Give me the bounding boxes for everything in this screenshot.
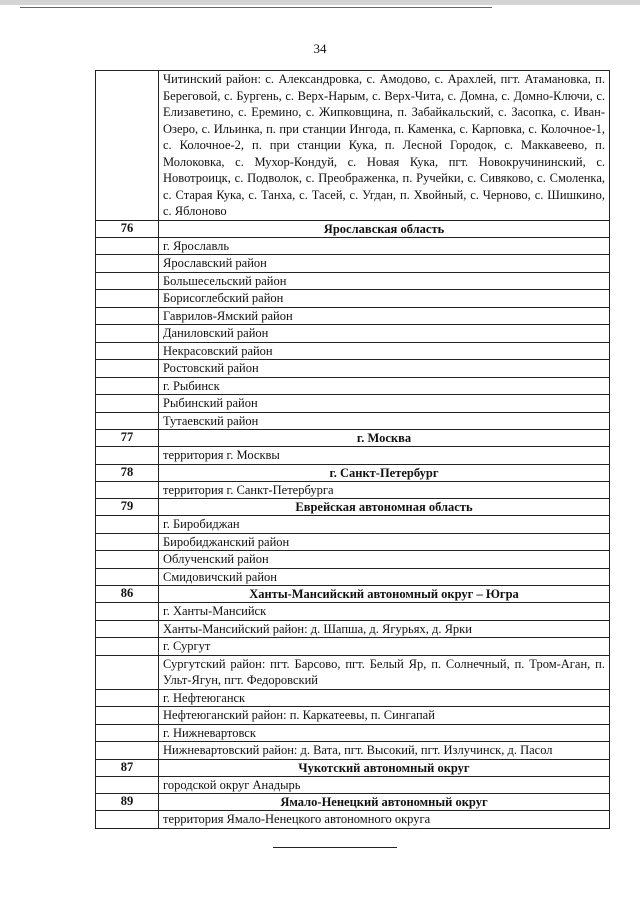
- list-item: г. Ярославль: [159, 237, 610, 255]
- chita-district-text: Читинский район: с. Александровка, с. Амодово, с. Арахлей, пгт. Атамановка, п. Береговой, с. Бургень, с. Верх-Нарым, с. Верх-Чита, с. Домна, с. Домно-Ключи, с. Елизаветино, с. Еремино, с. Жипковщина, п. Забайкальский, с. Засопка, с. Иван-Озеро, с. Ильинка, п. при станции Ингода, п. Каменка, с. Карповка, с. Колочное-1, с. Колочное-2, п. при станции Кука, п. Лесной Городок, с. Маккавеево, п. Молоковка, с. Мухор-Кондуй, с. Новая Кука, пгт. Новокручининский, с. Новотроицк, с. Подволок, с. Преображенка, п. Ручейки, с. Сивяково, с. Смоленка, с. Старая Кука, с. Танха, с. Тасей, с. Угдан, п. Хвойный, с. Черново, с. Шишкино, с. Яблоново: [159, 71, 610, 221]
- table-row: [96, 620, 610, 638]
- list-item: Облученский район: [159, 551, 610, 569]
- list-item: Нижневартовский район: д. Вата, пгт. Высокий, пгт. Излучинск, д. Пасол: [159, 742, 610, 760]
- region-number: 86: [96, 586, 159, 603]
- region-title: г. Москва: [159, 430, 610, 447]
- region-title: Чукотский автономный округ: [159, 759, 610, 776]
- list-item: Сургутский район: пгт. Барсово, пгт. Белый Яр, п. Солнечный, п. Тром-Аган, п. Ульт-Ягун, пгт. Федоровский: [159, 655, 610, 689]
- region-title: Еврейская автономная область: [159, 499, 610, 516]
- scan-rule: [20, 7, 492, 8]
- list-item: Нефтеюганский район: п. Каркатеевы, п. Сингапай: [159, 707, 610, 725]
- region-header-row: [96, 794, 610, 811]
- table-row: [96, 568, 610, 586]
- list-item: Некрасовский район: [159, 342, 610, 360]
- region-number: 76: [96, 220, 159, 237]
- list-item: Тутаевский район: [159, 412, 610, 430]
- list-item: г. Биробиджан: [159, 516, 610, 534]
- region-header-row: [96, 759, 610, 776]
- table-row: [96, 395, 610, 413]
- list-item: Даниловский район: [159, 325, 610, 343]
- table-row: [96, 447, 610, 465]
- end-rule: [273, 847, 397, 848]
- list-item: территория г. Санкт-Петербурга: [159, 481, 610, 499]
- table-row: [96, 638, 610, 656]
- region-header-row: [96, 220, 610, 237]
- region-header-row: [96, 499, 610, 516]
- region-number: 89: [96, 794, 159, 811]
- list-item: Биробиджанский район: [159, 533, 610, 551]
- table-row: [96, 724, 610, 742]
- table-row: [96, 290, 610, 308]
- page-number: 34: [313, 41, 327, 56]
- table-row: [96, 742, 610, 760]
- region-number: 87: [96, 759, 159, 776]
- list-item: г. Ханты-Мансийск: [159, 603, 610, 621]
- table-row: [96, 776, 610, 794]
- table-row: [96, 71, 610, 221]
- table-row: [96, 689, 610, 707]
- list-item: г. Сургут: [159, 638, 610, 656]
- table-row: [96, 377, 610, 395]
- list-item: Рыбинский район: [159, 395, 610, 413]
- table-row: [96, 342, 610, 360]
- region-title: Ханты-Мансийский автономный округ – Югра: [159, 586, 610, 603]
- list-item: г. Нижневартовск: [159, 724, 610, 742]
- list-item: Большесельский район: [159, 272, 610, 290]
- region-title: г. Санкт-Петербург: [159, 464, 610, 481]
- table-row: [96, 325, 610, 343]
- table-row: [96, 307, 610, 325]
- table-row: [96, 655, 610, 689]
- scan-edge: [0, 0, 640, 5]
- list-item: Гаврилов-Ямский район: [159, 307, 610, 325]
- table-row: [96, 811, 610, 829]
- region-header-row: [96, 586, 610, 603]
- list-item: г. Нефтеюганск: [159, 689, 610, 707]
- region-number: 78: [96, 464, 159, 481]
- list-item: территория г. Москвы: [159, 447, 610, 465]
- region-number: 77: [96, 430, 159, 447]
- region-title: Ямало-Ненецкий автономный округ: [159, 794, 610, 811]
- list-item: Ярославский район: [159, 255, 610, 273]
- table-row: [96, 255, 610, 273]
- table-row: [96, 707, 610, 725]
- list-item: г. Рыбинск: [159, 377, 610, 395]
- list-item: территория Ямало-Ненецкого автономного округа: [159, 811, 610, 829]
- region-title: Ярославская область: [159, 220, 610, 237]
- table-row: [96, 272, 610, 290]
- table-row: [96, 533, 610, 551]
- list-item: Ростовский район: [159, 360, 610, 378]
- region-number: 79: [96, 499, 159, 516]
- table-row: [96, 360, 610, 378]
- table-row: [96, 551, 610, 569]
- table-row: [96, 412, 610, 430]
- region-number-cell: [96, 71, 159, 221]
- region-header-row: [96, 464, 610, 481]
- table-row: [96, 603, 610, 621]
- list-item: Смидовичский район: [159, 568, 610, 586]
- table-row: [96, 237, 610, 255]
- table-row: [96, 516, 610, 534]
- list-item: Ханты-Мансийский район: д. Шапша, д. Ягурьях, д. Ярки: [159, 620, 610, 638]
- list-item: Борисоглебский район: [159, 290, 610, 308]
- region-header-row: [96, 430, 610, 447]
- list-item: городской округ Анадырь: [159, 776, 610, 794]
- regions-table: [95, 70, 610, 829]
- table-row: [96, 481, 610, 499]
